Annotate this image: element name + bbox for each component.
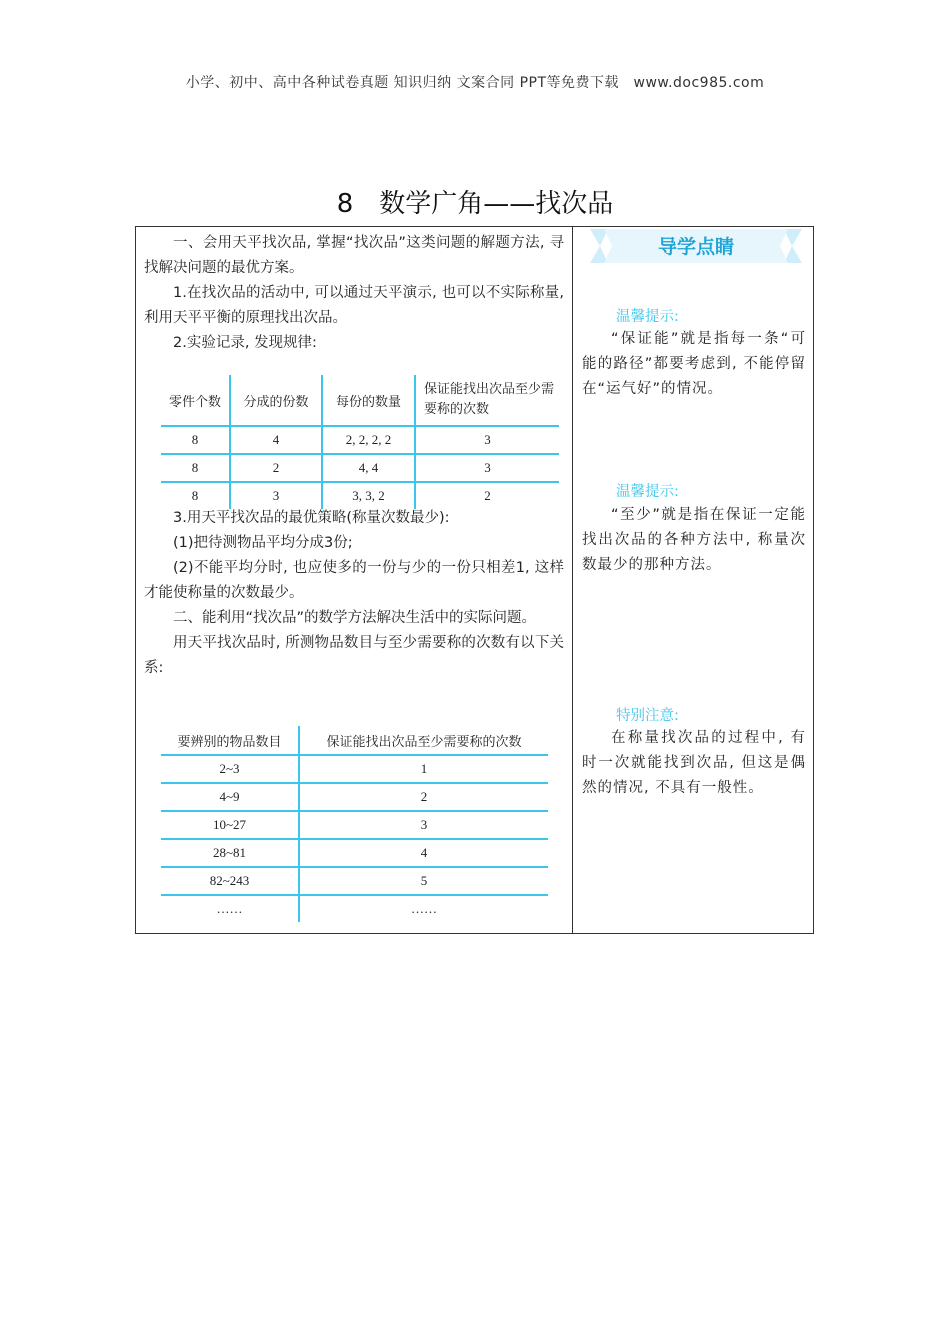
table-row [161,755,548,783]
tip2-title: 温馨提示: [616,484,679,500]
para-strategy-2: (2)不能平均分时, 也应使多的一份与少的一份只相差1, 这样才能使称量的次数最少。 [144,560,564,601]
t1-header-count: 零件个数 [161,375,230,426]
page-header: 小学、初中、高中各种试卷真题 知识归纳 文案合同 PPT等免费下载 www.doc985.com [185,75,765,91]
table-row [161,426,559,454]
t1-cell: 2 [230,454,322,482]
t1-cell: 3 [415,426,559,454]
tip1-text: “保证能”就是指每一条“可能的路径”都要考虑到, 不能停留在“运气好”的情况。 [582,331,806,397]
para-strategy-1: (1)把待测物品平均分成3份; [173,535,353,551]
table-row [161,895,548,922]
t2-cell: 2~3 [161,755,299,783]
t1-cell: 4, 4 [322,454,415,482]
para-relation: 用天平找次品时, 所测物品数目与至少需要称的次数有以下关系: [144,635,564,676]
para-goal-2: 二、能利用“找次品”的数学方法解决生活中的实际问题。 [173,610,537,626]
t2-cell: …… [216,901,243,916]
tip2-text: “至少”就是指在保证一定能找出次品的各种方法中, 称量次数最少的那种方法。 [582,507,806,573]
para-strategy: 3.用天平找次品的最优策略(称量次数最少): [173,510,450,526]
table-row [161,867,548,895]
t2-header-items: 要辨别的物品数目 [161,726,299,755]
table-row [161,839,548,867]
banner-ribbon [590,229,802,263]
main-column-lower [144,506,564,681]
table-row [161,811,548,839]
t1-cell: 8 [161,454,230,482]
t1-cell: 2, 2, 2, 2 [322,426,415,454]
tip3-title: 特别注意: [616,708,679,724]
t2-header-times: 保证能找出次品至少需要称的次数 [299,726,548,755]
page-title: 8 数学广角——找次品 [336,189,614,219]
tip3-text: 在称量找次品的过程中, 有时一次就能找到次品, 但这是偶然的情况, 不具有一般性。 [582,730,806,796]
t1-header-times: 保证能找出次品至少需要称的次数 [415,375,559,426]
tip2-body [582,503,806,578]
t2-cell: …… [299,895,548,922]
para-record: 2.实验记录, 发现规律: [173,335,317,351]
tip1-body [582,327,806,402]
para-goal-1: 一、会用天平找次品, 掌握“找次品”这类问题的解题方法, 寻找解决问题的最优方案。 [144,235,564,276]
para-activity: 1.在找次品的活动中, 可以通过天平演示, 也可以不实际称量, 利用天平平衡的原理找出次品。 [144,285,564,326]
tip1-title: 温馨提示: [616,309,679,325]
t1-cell: 4 [230,426,322,454]
t1-header-per-group: 每份的数量 [322,375,415,426]
t1-cell: 2 [415,482,559,509]
t1-cell: 3 [230,482,322,509]
table-row [161,454,559,482]
t2-cell: 82~243 [161,867,299,895]
t2-cell: 3 [299,811,548,839]
tip3-body [582,726,806,801]
t1-cell: 8 [161,426,230,454]
experiment-table [161,375,559,509]
t2-cell: 28~81 [161,839,299,867]
t2-cell: 2 [299,783,548,811]
t1-cell: 3 [415,454,559,482]
t2-cell: 5 [299,867,548,895]
relation-table [161,726,548,922]
table-row [161,482,559,509]
t1-cell: 8 [191,488,199,503]
t2-cell: 4~9 [161,783,299,811]
t2-cell: 4 [299,839,548,867]
table-row [161,783,548,811]
t2-cell: 10~27 [161,811,299,839]
column-divider [572,227,573,933]
t1-header-groups: 分成的份数 [230,375,322,426]
banner-title: 导学点睛 [657,236,735,258]
t2-cell: 1 [299,755,548,783]
content-frame [135,226,814,934]
main-column [144,231,564,356]
t1-cell: 3, 3, 2 [322,482,415,509]
